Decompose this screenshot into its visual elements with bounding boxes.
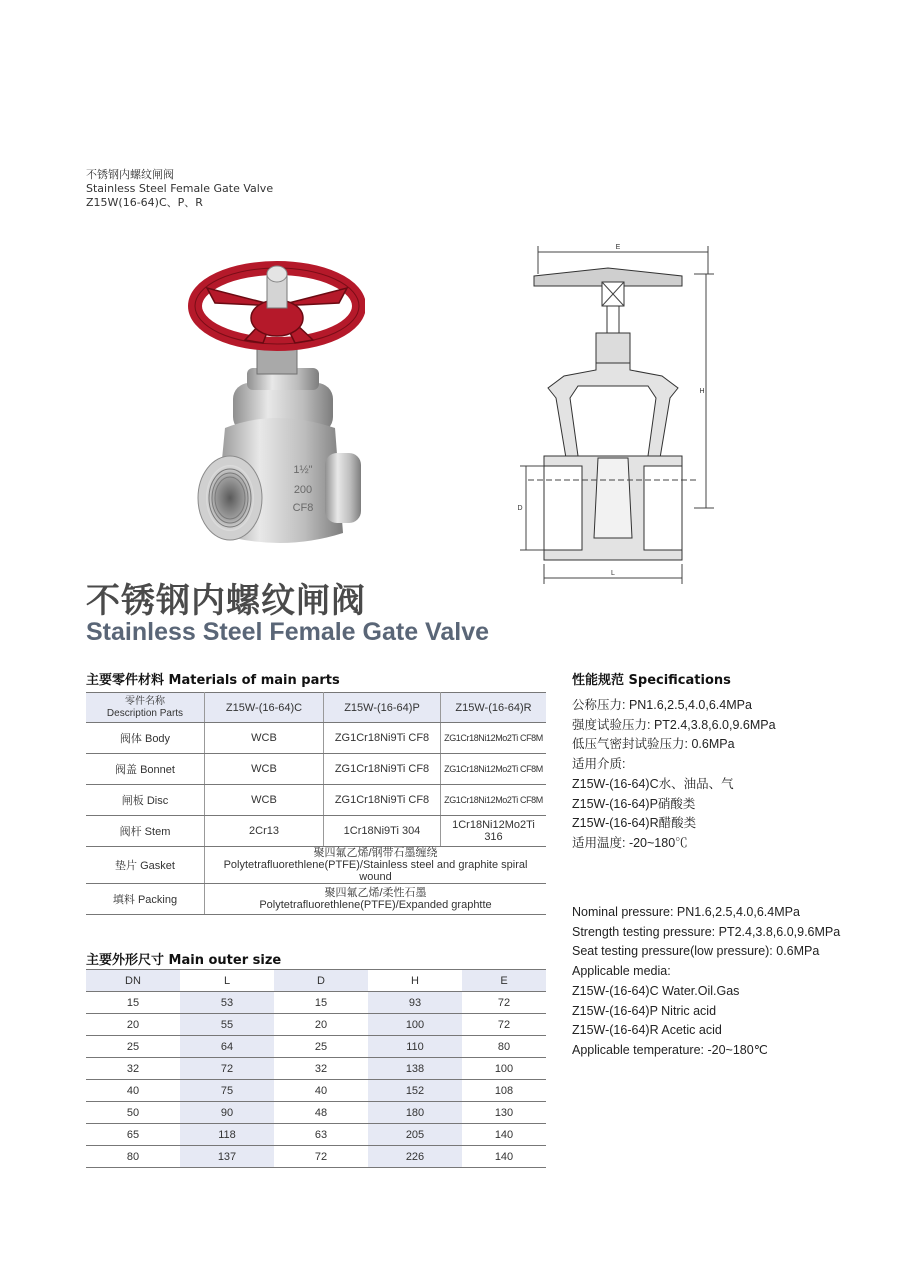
spec-cn-line: 公称压力: PN1.6,2.5,4.0,6.4MPa — [572, 698, 752, 712]
size-header-l: L — [180, 970, 274, 992]
materials-header-p: Z15W-(16-64)P — [324, 693, 441, 723]
size-e: 130 — [462, 1102, 546, 1124]
label-l: L — [611, 570, 615, 577]
size-d: 25 — [274, 1036, 368, 1058]
header-part-cn: 零件名称 — [125, 695, 165, 707]
spec-cn-line: Z15W-(16-64)R醋酸类 — [572, 816, 697, 831]
size-header-d: D — [274, 970, 368, 992]
part-name: 阀盖 Bonnet — [86, 754, 205, 785]
materials-header-c: Z15W-(16-64)C — [205, 693, 324, 723]
size-d: 72 — [274, 1146, 368, 1168]
part-name: 垫片 Gasket — [86, 847, 205, 884]
size-l: 53 — [180, 992, 274, 1014]
size-e: 80 — [462, 1036, 546, 1058]
materials-table — [86, 692, 546, 915]
table-row — [86, 1058, 546, 1080]
size-dn: 25 — [86, 1036, 180, 1058]
size-e: 140 — [462, 1124, 546, 1146]
size-dn: 80 — [86, 1146, 180, 1168]
table-row — [86, 1146, 546, 1168]
size-dn: 40 — [86, 1080, 180, 1102]
header-cn: 不锈钢内螺纹闸阀 — [86, 168, 174, 181]
size-header-row — [86, 970, 546, 992]
table-row — [86, 884, 546, 915]
spec-en-line: Strength testing pressure: PT2.4,3.8,6.0,9.6MPa — [572, 924, 841, 939]
size-e: 108 — [462, 1080, 546, 1102]
spec-cn-line: 适用介质: — [572, 757, 626, 772]
size-dn: 65 — [86, 1124, 180, 1146]
material-p: 1Cr18Ni9Ti 304 — [324, 816, 441, 847]
table-row — [86, 816, 546, 847]
gasket-material-cn: 聚四氟乙烯/钢带石墨缠绕 — [313, 847, 438, 859]
size-d: 15 — [274, 992, 368, 1014]
part-name: 阀体 Body — [86, 723, 205, 754]
spec-en-line: Applicable media: — [572, 964, 671, 979]
marking-material: CF8 — [292, 502, 314, 514]
size-d: 63 — [274, 1124, 368, 1146]
material-r: 1Cr18Ni12Mo2Ti 316 — [441, 816, 547, 847]
size-header-e: E — [462, 970, 546, 992]
table-row — [86, 1036, 546, 1058]
material-r: ZG1Cr18Ni12Mo2Ti CF8M — [441, 785, 547, 816]
table-row — [86, 1014, 546, 1036]
valve-photo — [185, 248, 365, 558]
spec-cn-line: Z15W-(16-64)C水、油品、气 — [572, 776, 734, 791]
spec-en-line: Z15W-(16-64)C Water.Oil.Gas — [572, 983, 740, 998]
size-e: 72 — [462, 992, 546, 1014]
packing-material — [205, 884, 547, 915]
spec-en-line: Z15W-(16-64)P Nitric acid — [572, 1003, 717, 1018]
label-e: E — [615, 244, 621, 251]
material-p: ZG1Cr18Ni9Ti CF8 — [324, 785, 441, 816]
table-row — [86, 754, 546, 785]
part-name: 闸板 Disc — [86, 785, 205, 816]
label-d: D — [517, 505, 523, 512]
spec-cn-line: 适用温度: -20~180℃ — [572, 835, 688, 850]
packing-material-cn: 聚四氟乙烯/柔性石墨 — [324, 887, 427, 899]
part-name: 填料 Packing — [86, 884, 205, 915]
header-part-en: Description Parts — [106, 707, 184, 719]
materials-title: 主要零件材料 Materials of main parts — [86, 673, 340, 688]
materials-header-row — [86, 693, 546, 723]
table-row — [86, 992, 546, 1014]
size-h: 205 — [368, 1124, 462, 1146]
size-title: 主要外形尺寸 Main outer size — [86, 953, 282, 968]
size-l: 75 — [180, 1080, 274, 1102]
technical-drawing — [508, 238, 718, 588]
material-p: ZG1Cr18Ni9Ti CF8 — [324, 723, 441, 754]
gasket-material-en: Polytetrafluorethlene(PTFE)/Stainless steel and graphite spiral wound — [223, 859, 528, 883]
size-h: 138 — [368, 1058, 462, 1080]
size-dn: 50 — [86, 1102, 180, 1124]
specs-en-list — [572, 903, 840, 1061]
size-e: 72 — [462, 1014, 546, 1036]
header-model: Z15W(16-64)C、P、R — [86, 196, 203, 209]
part-name: 阀杆 Stem — [86, 816, 205, 847]
size-h: 93 — [368, 992, 462, 1014]
gasket-material — [205, 847, 547, 884]
size-d: 20 — [274, 1014, 368, 1036]
material-c: WCB — [205, 785, 324, 816]
spec-en-line: Applicable temperature: -20~180℃ — [572, 1042, 768, 1057]
spec-cn-line: 低压气密封试验压力: 0.6MPa — [572, 737, 735, 752]
size-l: 72 — [180, 1058, 274, 1080]
marking-pressure: 200 — [293, 484, 313, 496]
size-d: 40 — [274, 1080, 368, 1102]
material-p: ZG1Cr18Ni9Ti CF8 — [324, 754, 441, 785]
specs-title: 性能规范 Specifications — [572, 673, 731, 688]
label-h: H — [699, 388, 705, 395]
spec-en-line: Seat testing pressure(low pressure): 0.6MPa — [572, 944, 820, 959]
size-e: 140 — [462, 1146, 546, 1168]
size-l: 90 — [180, 1102, 274, 1124]
size-l: 137 — [180, 1146, 274, 1168]
size-h: 152 — [368, 1080, 462, 1102]
material-c: 2Cr13 — [205, 816, 324, 847]
spec-cn-line: 强度试验压力: PT2.4,3.8,6.0,9.6MPa — [572, 717, 776, 732]
size-header-dn: DN — [86, 970, 180, 992]
size-l: 64 — [180, 1036, 274, 1058]
materials-header-part — [86, 693, 205, 723]
page-title-cn: 不锈钢内螺纹闸阀 — [86, 581, 366, 621]
size-header-h: H — [368, 970, 462, 992]
spec-cn-line: Z15W-(16-64)P硝酸类 — [572, 796, 696, 811]
marking-size: 1½" — [293, 464, 313, 476]
size-dn: 32 — [86, 1058, 180, 1080]
material-r: ZG1Cr18Ni12Mo2Ti CF8M — [441, 754, 547, 785]
table-row — [86, 785, 546, 816]
size-table — [86, 969, 546, 1168]
size-l: 118 — [180, 1124, 274, 1146]
material-r: ZG1Cr18Ni12Mo2Ti CF8M — [441, 723, 547, 754]
specs-cn-list — [572, 696, 776, 854]
size-h: 110 — [368, 1036, 462, 1058]
size-l: 55 — [180, 1014, 274, 1036]
spec-en-line: Z15W-(16-64)R Acetic acid — [572, 1023, 722, 1038]
size-dn: 20 — [86, 1014, 180, 1036]
table-row — [86, 1124, 546, 1146]
spec-en-line: Nominal pressure: PN1.6,2.5,4.0,6.4MPa — [572, 905, 800, 919]
size-d: 48 — [274, 1102, 368, 1124]
size-h: 180 — [368, 1102, 462, 1124]
materials-header-r: Z15W-(16-64)R — [441, 693, 547, 723]
size-h: 226 — [368, 1146, 462, 1168]
size-d: 32 — [274, 1058, 368, 1080]
size-e: 100 — [462, 1058, 546, 1080]
material-c: WCB — [205, 754, 324, 785]
page-title-en: Stainless Steel Female Gate Valve — [86, 618, 490, 646]
packing-material-en: Polytetrafluorethlene(PTFE)/Expanded graphtte — [259, 899, 492, 911]
material-c: WCB — [205, 723, 324, 754]
size-h: 100 — [368, 1014, 462, 1036]
table-row — [86, 1080, 546, 1102]
table-row — [86, 723, 546, 754]
size-dn: 15 — [86, 992, 180, 1014]
table-row — [86, 847, 546, 884]
table-row — [86, 1102, 546, 1124]
header-en: Stainless Steel Female Gate Valve — [86, 182, 274, 195]
